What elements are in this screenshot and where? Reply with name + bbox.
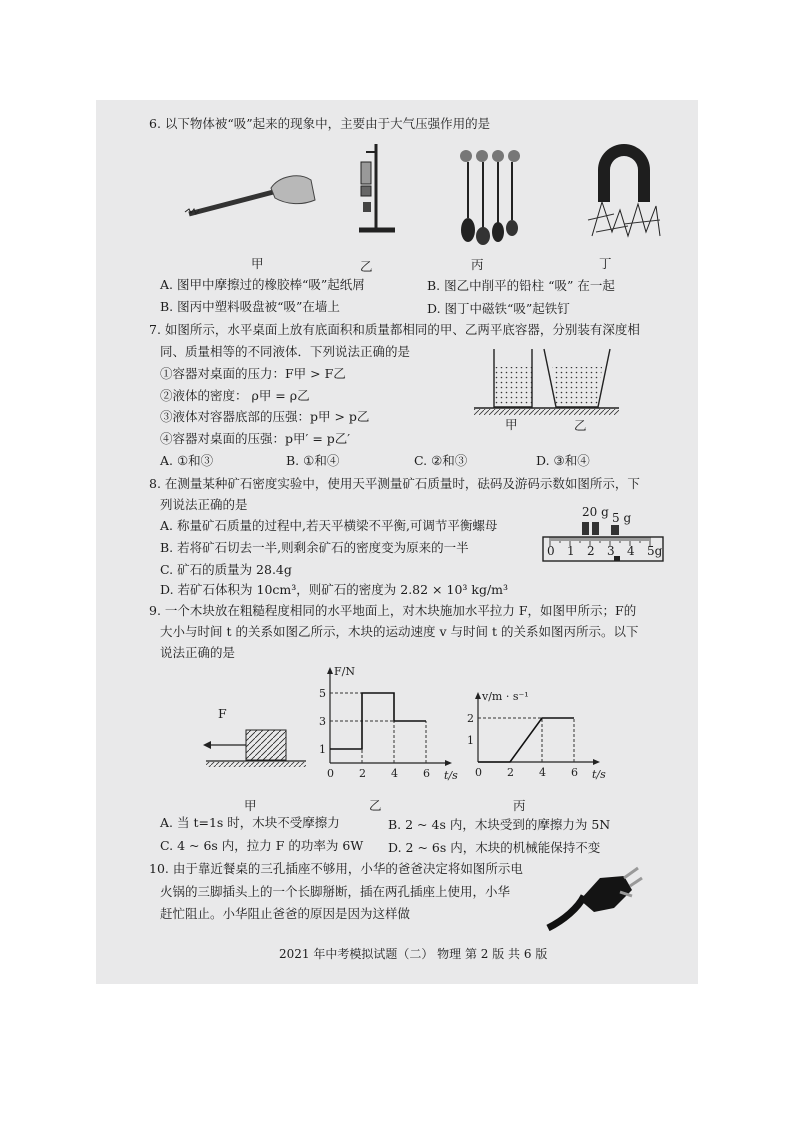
q7-containers-diagram	[474, 345, 619, 435]
q6-option-d: D. 图丁中磁铁“吸”起铁钉	[427, 301, 570, 316]
ruler-label: 5g	[647, 544, 663, 558]
q9-label-yi: 乙	[369, 798, 382, 813]
q9-block-diagram	[201, 720, 311, 772]
x-tick-label: 6	[423, 767, 430, 780]
weight-20g-label: 20 g	[582, 505, 609, 519]
q10-line2: 火锅的三脚插头上的一个长脚掰断，插在两孔插座上使用，小华	[160, 884, 511, 899]
q9-option-b: B. 2 ~ 4s 内，木块受到的摩擦力为 5N	[388, 817, 611, 832]
suction-cup-hooks-picture	[456, 148, 526, 248]
q7-stem-line2: 同、质量相等的不同液体．下列说法正确的是	[160, 344, 411, 359]
q8-stem-line1: 8. 在测量某种矿石密度实验中，使用天平测量矿石质量时，砝码及游码示数如图所示，下	[149, 476, 640, 491]
page-footer: 2021 年中考模拟试题（二） 物理 第 2 版 共 6 版	[279, 947, 548, 961]
q6-label-bing: 丙	[471, 257, 484, 272]
y-tick-label: 2	[467, 712, 474, 725]
x-tick-label: 4	[539, 766, 546, 779]
q9-label-bing: 丙	[513, 798, 526, 813]
q7-label-jia: 甲	[505, 417, 518, 432]
y-axis-label: F/N	[334, 665, 355, 678]
ruler-label: 4	[627, 544, 635, 558]
q10-line3: 赶忙阻止。小华阻止爸爸的原因是因为这样做	[160, 906, 411, 921]
x-tick-label: 0	[475, 766, 482, 779]
q7-stem-line1: 7. 如图所示，水平桌面上放有底面积和质量都相同的甲、乙两平底容器，分别装有深度相	[149, 322, 640, 337]
y-tick-label: 5	[319, 687, 326, 700]
q6-label-ding: 丁	[599, 256, 612, 271]
q6-label-jia: 甲	[251, 256, 264, 271]
x-tick-label: 2	[359, 767, 366, 780]
weight-5g-label: 5 g	[612, 511, 632, 525]
y-tick-label: 1	[467, 734, 474, 747]
series-line	[478, 718, 574, 762]
force-time-chart	[310, 665, 480, 783]
q7-option-c: C. ②和③	[414, 453, 468, 468]
q6-option-c: B. 图丙中塑料吸盘被“吸”在墙上	[160, 299, 340, 314]
q9-stem-line3: 说法正确的是	[160, 645, 236, 660]
y-tick-label: 1	[319, 743, 326, 756]
ruler-label: 0	[547, 544, 555, 558]
x-axis-label: t/s	[592, 768, 606, 781]
exam-page	[96, 100, 698, 984]
x-axis-arrow	[445, 760, 452, 766]
y-tick-label: 3	[319, 715, 326, 728]
q9-stem-line1: 9. 一个木块放在粗糙程度相同的水平地面上，对木块施加水平拉力 F，如图甲所示；F的	[149, 603, 637, 618]
y-axis-arrow	[327, 667, 333, 674]
q10-line1: 10. 由于靠近餐桌的三孔插座不够用，小华的爸爸决定将如图所示电	[149, 861, 523, 876]
ruler-label: 3	[607, 544, 615, 558]
q8-option-a: A. 称量矿石质量的过程中,若天平横梁不平衡,可调节平衡螺母	[160, 518, 498, 533]
x-tick-label: 6	[571, 766, 578, 779]
q8-stem-line2: 列说法正确的是	[160, 497, 248, 512]
lead-cylinders-stand-picture	[351, 140, 401, 240]
q6-label-yi: 乙	[360, 259, 373, 274]
ruler-label: 1	[567, 544, 575, 558]
q9-option-c: C. 4 ~ 6s 内，拉力 F 的功率为 6W	[160, 838, 364, 853]
q7-option-b: B. ①和④	[286, 453, 340, 468]
velocity-time-chart	[458, 668, 628, 786]
ruler-label: 2	[587, 544, 595, 558]
q9-option-d: D. 2 ~ 6s 内，木块的机械能保持不变	[388, 840, 601, 855]
q9-label-jia: 甲	[244, 798, 257, 813]
y-axis-arrow	[475, 692, 481, 699]
q8-option-c: C. 矿石的质量为 28.4g	[160, 562, 292, 577]
q7-item-1: ①容器对桌面的压力：F甲 > F乙	[160, 366, 346, 381]
q7-item-3: ③液体对容器底部的压强：p甲 > p乙	[160, 409, 370, 424]
q9-option-a: A. 当 t=1s 时，木块不受摩擦力	[160, 815, 340, 830]
weights-picture	[580, 518, 625, 538]
q8-option-d: D. 若矿石体积为 10cm³，则矿石的密度为 2.82 × 10³ kg/m³	[160, 582, 509, 597]
q8-option-b: B. 若将矿石切去一半,则剩余矿石的密度变为原来的一半	[160, 540, 469, 555]
q6-option-b: B. 图乙中削平的铅柱 “吸” 在一起	[427, 278, 615, 293]
x-tick-label: 2	[507, 766, 514, 779]
q7-item-2: ②液体的密度： ρ甲 = ρ乙	[160, 388, 310, 403]
q7-label-yi: 乙	[574, 418, 587, 433]
q6-option-a: A. 图甲中摩擦过的橡胶棒“吸”起纸屑	[160, 277, 365, 292]
x-axis-arrow	[593, 759, 600, 765]
q7-item-4: ④容器对桌面的压强：p甲′ = p乙′	[160, 431, 351, 446]
q9-stem-line2: 大小与时间 t 的关系如图乙所示，木块的运动速度 v 与时间 t 的关系如图丙所示。以下	[160, 624, 639, 639]
q6-stem: 6. 以下物体被“吸”起来的现象中，主要由于大气压强作用的是	[149, 116, 491, 131]
three-pin-plug-picture	[544, 860, 644, 932]
q7-option-d: D. ③和④	[536, 453, 590, 468]
magnet-nails-picture	[584, 140, 664, 240]
x-tick-label: 0	[327, 767, 334, 780]
x-tick-label: 4	[391, 767, 398, 780]
q7-option-a: A. ①和③	[160, 453, 214, 468]
rubbed-rod-picture	[181, 170, 321, 230]
y-axis-label: v/m · s⁻¹	[482, 690, 529, 703]
x-axis-label: t/s	[444, 769, 458, 782]
force-label: F	[218, 706, 227, 721]
